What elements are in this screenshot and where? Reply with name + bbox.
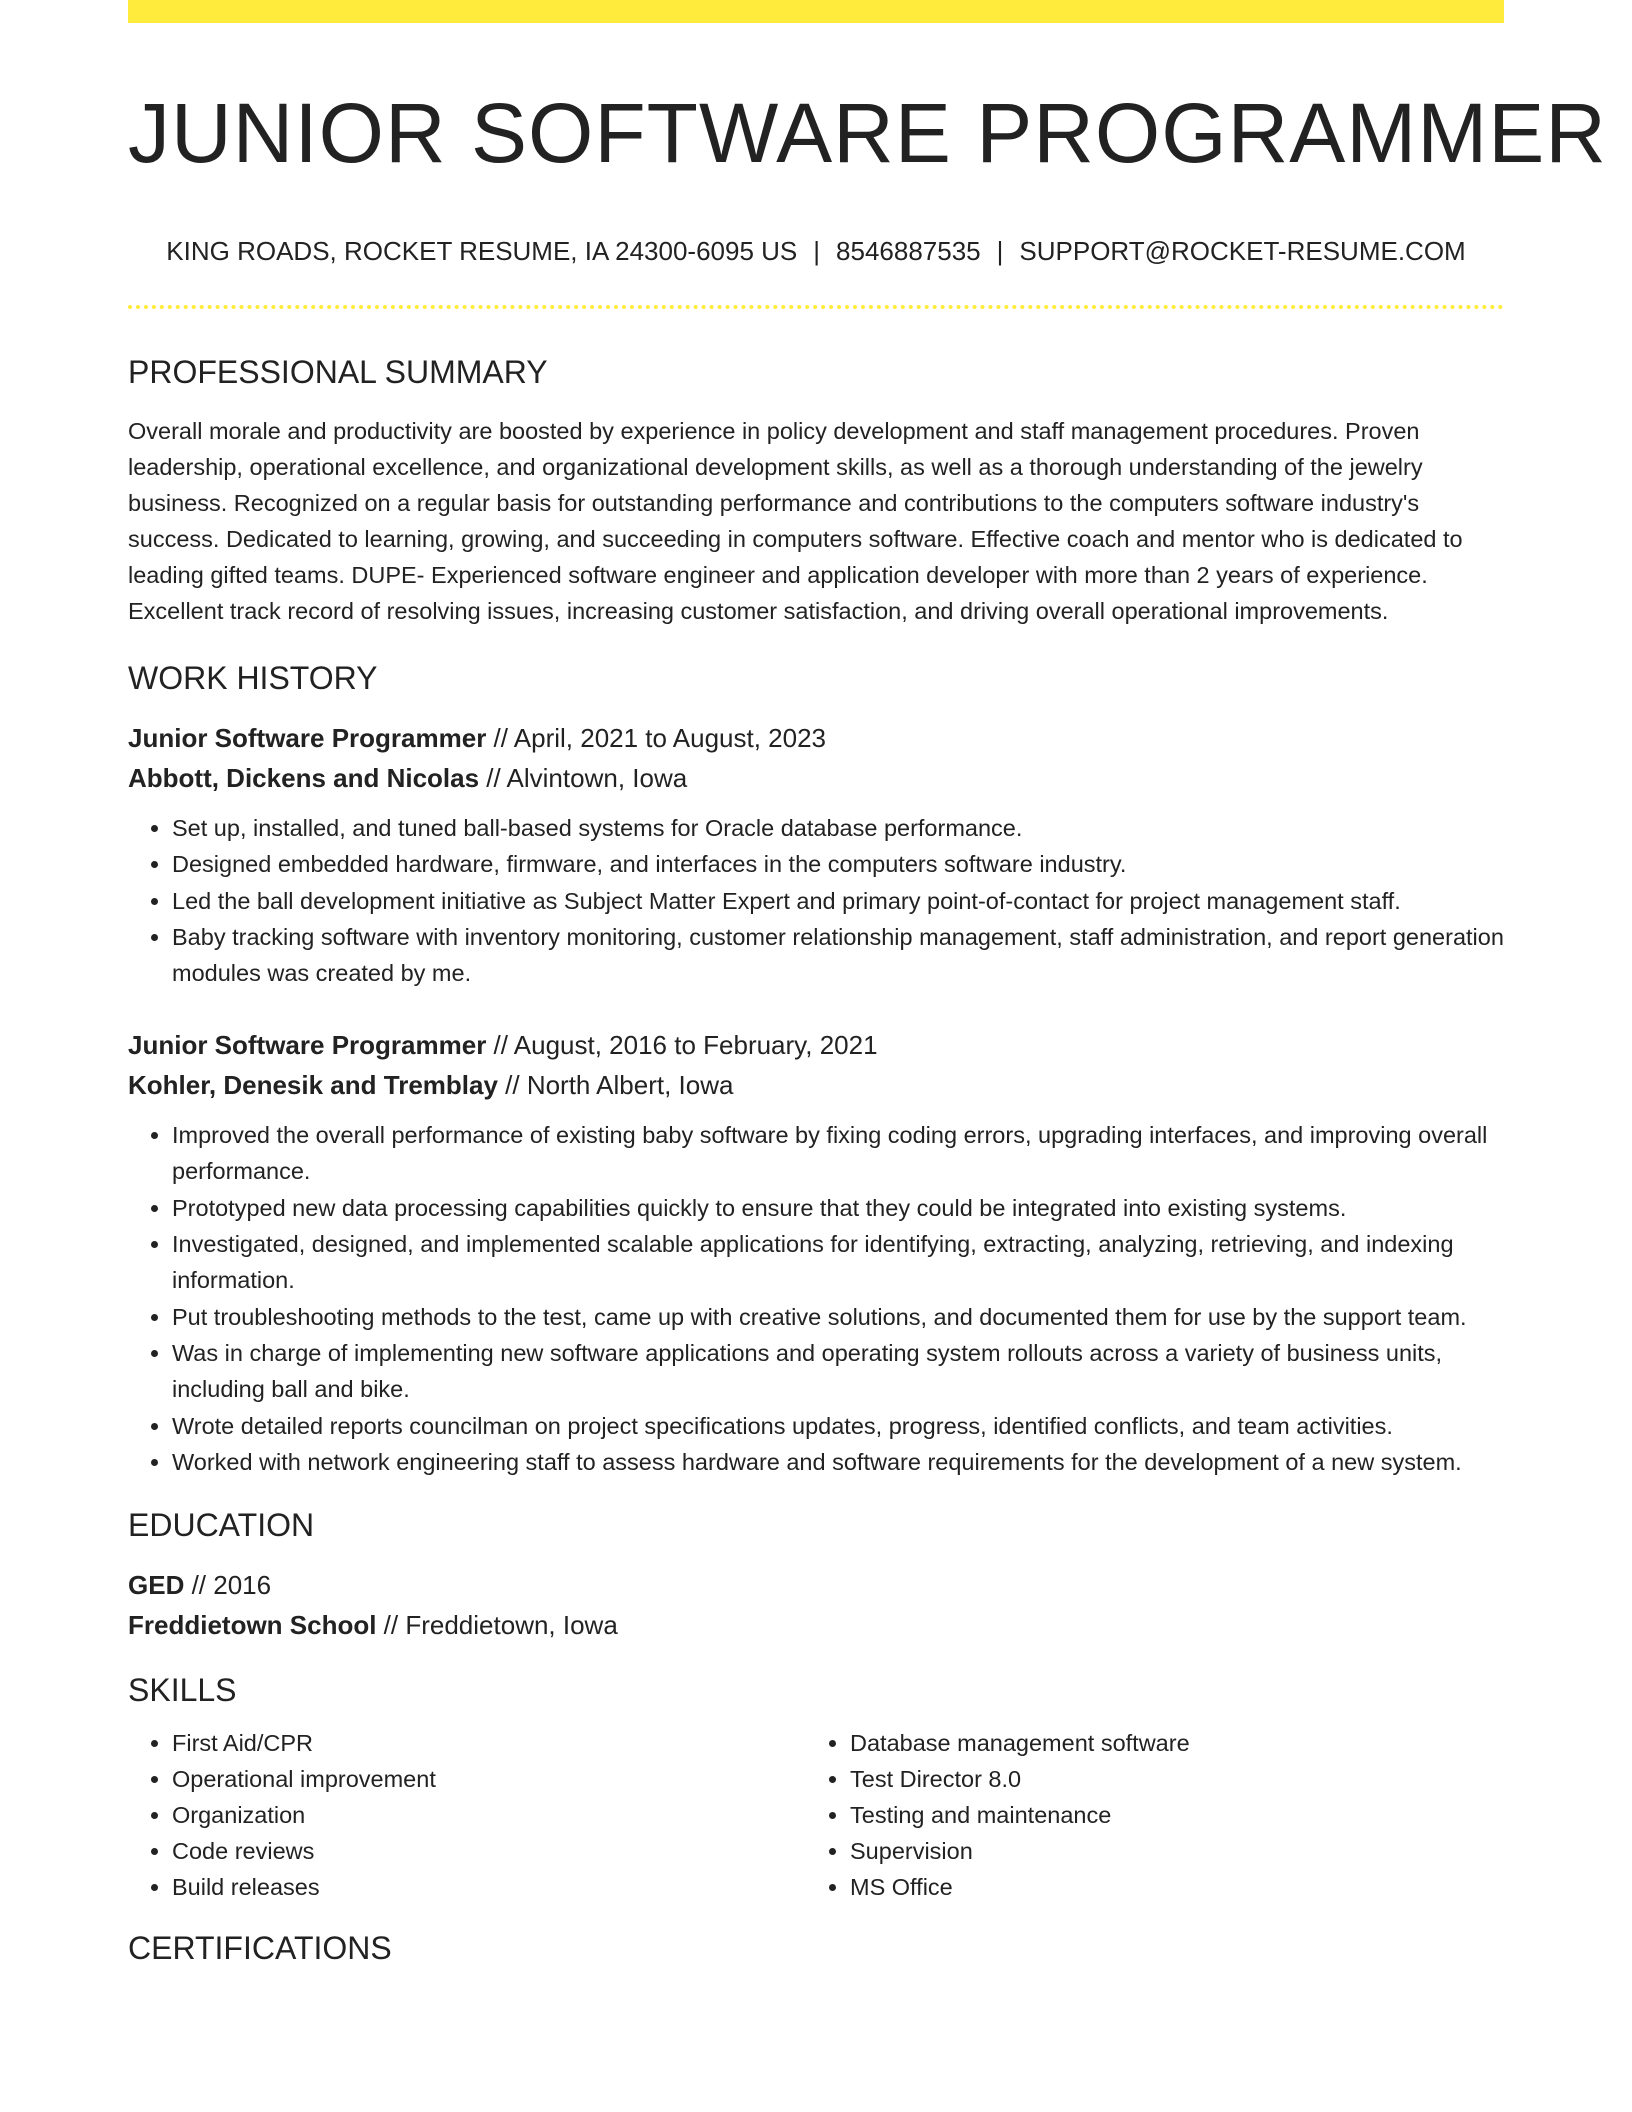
job-1-header	[128, 718, 1504, 798]
job-2-company-line	[128, 1065, 1504, 1105]
skills-heading: SKILLS	[128, 1671, 237, 1708]
list-item: • Operational improvement	[172, 1761, 806, 1797]
contact-separator: |	[996, 235, 1004, 266]
job-1-role: Junior Software Programmer	[128, 722, 487, 753]
list-item: • Was in charge of implementing new software applications and operating system rollouts across a variety of business units, including ball and bike.	[172, 1335, 1504, 1407]
list-item: • Worked with network engineering staff to assess hardware and software requirements for the development of a new system.	[172, 1444, 1504, 1480]
education-school-line	[128, 1605, 1504, 1645]
list-item: • Improved the overall performance of existing baby software by fixing coding errors, upgrading interfaces, and improving overall performance.	[172, 1117, 1504, 1189]
list-item: • Code reviews	[172, 1833, 806, 1869]
list-item: • Testing and maintenance	[850, 1797, 1484, 1833]
job-2-role-line	[128, 1025, 1504, 1065]
job-2-company: Kohler, Denesik and Tremblay	[128, 1070, 498, 1101]
contact-separator: |	[813, 235, 821, 266]
list-item: • Build releases	[172, 1869, 806, 1905]
list-item: • Test Director 8.0	[850, 1761, 1484, 1797]
education-location: // Freddietown, Iowa	[376, 1609, 618, 1640]
job-2-header	[128, 1025, 1504, 1105]
list-item: • Investigated, designed, and implemented scalable applications for identifying, extracting, analyzing, retrieving, and indexing information.	[172, 1226, 1504, 1298]
job-2-bullets	[128, 1117, 1504, 1480]
summary-text: Overall morale and productivity are boosted by experience in policy development and staff management procedures. Proven leadership, operational excellence, and organizational development skills, as well as a thorough understanding of the jewelry business. Recognized on a regular basis for outstanding performance and contributions to the computers software industry's success. Dedicated to learning, growing, and succeeding in computers software. Effective coach and mentor who is dedicated to leading gifted teams. DUPE- Experienced software engineer and application developer with more than 2 years of experience. Excellent track record of resolving issues, increasing customer satisfaction, and driving overall operational improvements.	[128, 418, 1463, 625]
job-1-bullets	[128, 810, 1504, 992]
job-2-role: Junior Software Programmer	[128, 1030, 487, 1061]
work-history-heading: WORK HISTORY	[128, 660, 378, 697]
list-item: • Baby tracking software with inventory monitoring, customer relationship management, staff administration, and report generation modules was created by me.	[172, 919, 1504, 991]
skills-right-column	[806, 1725, 1484, 1905]
top-accent-bar	[128, 0, 1504, 23]
list-item: • Supervision	[850, 1833, 1484, 1869]
contact-email: SUPPORT@ROCKET-RESUME.COM	[1019, 235, 1466, 266]
list-item: • Led the ball development initiative as Subject Matter Expert and primary point-of-contact for project management staff.	[172, 883, 1504, 919]
skills-left-column	[128, 1725, 806, 1905]
job-1-company-line	[128, 758, 1504, 798]
education-heading: EDUCATION	[128, 1507, 315, 1544]
list-item: • Designed embedded hardware, firmware, and interfaces in the computers software industry.	[172, 846, 1504, 882]
list-item: • Database management software	[850, 1725, 1484, 1761]
education-year: // 2016	[184, 1569, 272, 1600]
dotted-divider	[128, 305, 1504, 309]
list-item: • Wrote detailed reports councilman on project specifications updates, progress, identified conflicts, and team activities.	[172, 1408, 1504, 1444]
job-1-company: Abbott, Dickens and Nicolas	[128, 762, 480, 793]
education-entry	[128, 1565, 1504, 1645]
skills-grid	[128, 1725, 1504, 1905]
education-school: Freddietown School	[128, 1609, 377, 1640]
resume-name: JUNIOR SOFTWARE PROGRAMMER	[128, 86, 1607, 180]
certifications-heading: CERTIFICATIONS	[128, 1930, 392, 1967]
contact-address: KING ROADS, ROCKET RESUME, IA 24300-6095 US	[166, 235, 798, 266]
job-2-dates: // August, 2016 to February, 2021	[486, 1030, 878, 1061]
job-2-location: // North Albert, Iowa	[497, 1070, 734, 1101]
job-1-location: // Alvintown, Iowa	[479, 762, 688, 793]
education-degree: GED	[128, 1569, 185, 1600]
summary-heading: PROFESSIONAL SUMMARY	[128, 353, 548, 390]
job-1-role-line	[128, 718, 1504, 758]
list-item: • MS Office	[850, 1869, 1484, 1905]
resume-page	[128, 0, 1607, 1967]
list-item: • Put troubleshooting methods to the test, came up with creative solutions, and documented them for use by the support team.	[172, 1299, 1504, 1335]
education-degree-line	[128, 1565, 1504, 1605]
job-1-dates: // April, 2021 to August, 2023	[486, 722, 827, 753]
list-item: • Organization	[172, 1797, 806, 1833]
list-item: • Set up, installed, and tuned ball-based systems for Oracle database performance.	[172, 810, 1504, 846]
list-item: • First Aid/CPR	[172, 1725, 806, 1761]
contact-line	[128, 236, 1504, 267]
contact-phone: 8546887535	[836, 235, 981, 266]
list-item: • Prototyped new data processing capabilities quickly to ensure that they could be integrated into existing systems.	[172, 1190, 1504, 1226]
